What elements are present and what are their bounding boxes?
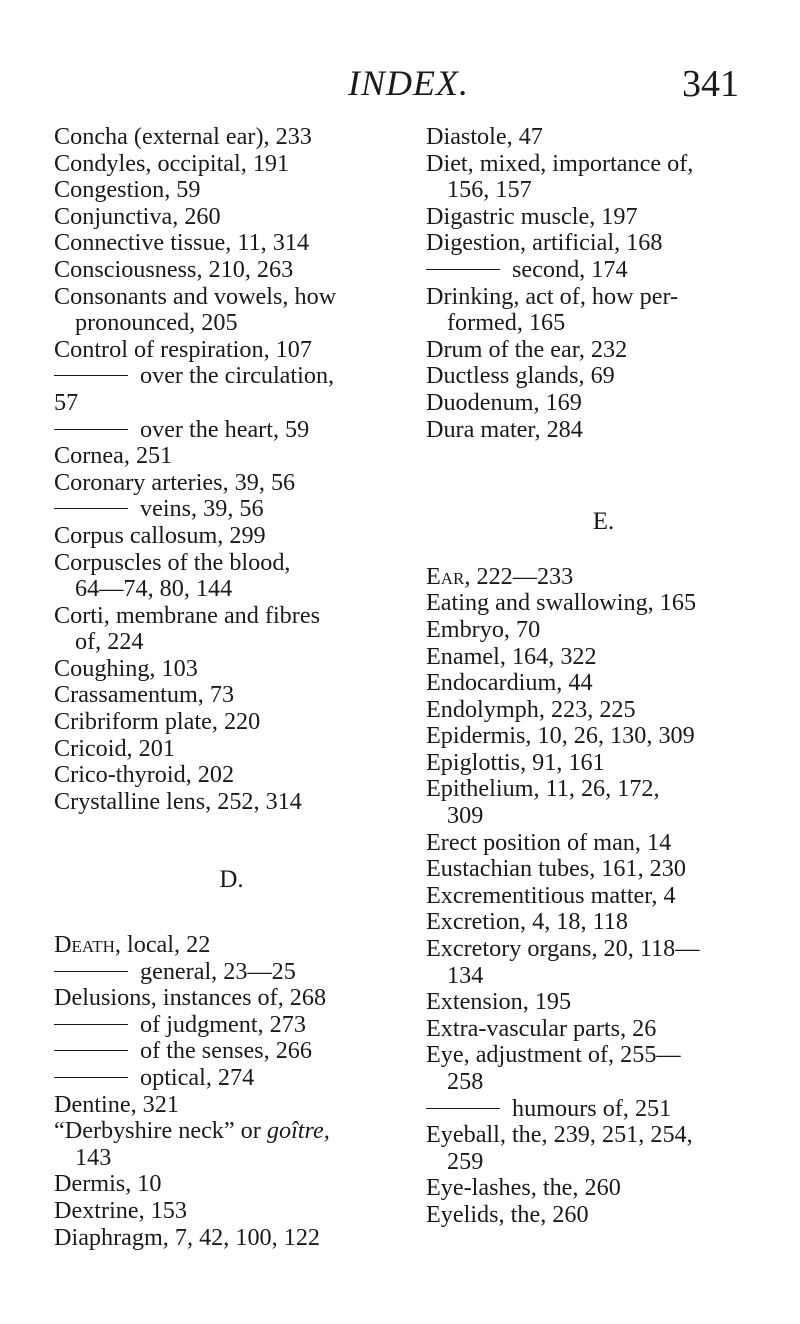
index-entry: Eye-lashes, the, 260 <box>426 1174 621 1202</box>
index-entry: Dermis, 10 <box>54 1170 162 1198</box>
index-entry: Erect position of man, 14 <box>426 828 672 856</box>
entry-text: second, 174 <box>512 255 628 283</box>
left-column <box>54 124 409 1251</box>
index-subentry <box>54 496 409 523</box>
entry-text: Excretory organs, 20, 118— <box>426 935 700 963</box>
entry-text: optical, 274 <box>140 1064 255 1091</box>
index-entry: Cornea, 251 <box>54 442 173 470</box>
entry-text: veins, 39, 56 <box>140 495 264 523</box>
index-subentry <box>54 959 409 986</box>
section-spacer <box>54 815 409 867</box>
entry-continuation: 309 <box>447 802 484 830</box>
ditto-dash <box>54 375 128 376</box>
index-entry <box>426 776 781 829</box>
index-subentry <box>54 363 409 390</box>
entry-continuation: formed, 165 <box>447 309 566 337</box>
index-entry <box>426 936 781 989</box>
index-entry: Dextrine, 153 <box>54 1196 187 1224</box>
index-entry: Dura mater, 284 <box>426 415 583 443</box>
index-entry <box>426 564 781 591</box>
index-entry <box>54 932 409 959</box>
index-entry: Corpus callosum, 299 <box>54 521 266 549</box>
entry-headword: Death <box>54 931 115 959</box>
entry-continuation: 143 <box>75 1143 112 1171</box>
index-entry <box>426 284 781 337</box>
entry-continuation: of, 224 <box>75 628 144 656</box>
index-entry: Extra-vascular parts, 26 <box>426 1014 657 1042</box>
entry-continuation: 64—74, 80, 144 <box>75 575 233 603</box>
index-entry: Concha (external ear), 233 <box>54 123 312 150</box>
ditto-dash <box>54 1050 128 1051</box>
index-entry: Duodenum, 169 <box>426 388 582 416</box>
index-entry: Consciousness, 210, 263 <box>54 255 294 283</box>
index-entry: Eustachian tubes, 161, 230 <box>426 855 686 883</box>
index-entry: Enamel, 164, 322 <box>426 642 597 670</box>
entry-text: Drinking, act of, how per- <box>426 282 679 310</box>
ditto-dash <box>426 269 500 270</box>
index-entry: Congestion, 59 <box>54 176 201 204</box>
index-entry: Crico-thyroid, 202 <box>54 761 235 789</box>
index-entry: Digastric muscle, 197 <box>426 202 638 230</box>
ditto-dash <box>54 508 128 509</box>
index-subentry <box>54 417 409 444</box>
index-entry: Embryo, 70 <box>426 615 541 643</box>
entry-text: , 222—233 <box>464 562 574 590</box>
section-spacer <box>426 443 781 509</box>
index-subentry <box>426 1096 781 1123</box>
entry-text: Eyeball, the, 239, 251, 254, <box>426 1121 693 1149</box>
entry-continuation: 259 <box>447 1147 484 1175</box>
index-entry: Excretion, 4, 18, 118 <box>426 908 628 936</box>
index-entry <box>426 151 781 204</box>
index-entry <box>426 1122 781 1175</box>
index-entry: Crassamentum, 73 <box>54 681 235 709</box>
ditto-dash <box>54 429 128 430</box>
entry-text: Consonants and vowels, how <box>54 282 337 310</box>
ditto-dash <box>426 1108 500 1109</box>
index-entry: Extension, 195 <box>426 988 572 1016</box>
index-entry <box>54 284 409 337</box>
entry-continuation: 258 <box>447 1068 484 1095</box>
section-spacer <box>54 894 409 932</box>
index-subentry <box>426 257 781 284</box>
entry-text <box>54 1117 330 1144</box>
entry-text: Diet, mixed, importance of, <box>426 149 694 177</box>
index-entry: Conjunctiva, 260 <box>54 202 221 230</box>
index-subentry <box>54 1065 409 1092</box>
index-subentry <box>54 1038 409 1065</box>
index-entry: Dentine, 321 <box>54 1090 179 1118</box>
entry-headword: Ear <box>426 562 465 590</box>
index-entry: Eyelids, the, 260 <box>426 1200 589 1228</box>
index-entry: Endolymph, 223, 225 <box>426 695 636 723</box>
entry-text-italic: goître, <box>266 1117 330 1145</box>
index-entry: Epidermis, 10, 26, 130, 309 <box>426 722 695 750</box>
index-entry <box>54 1118 409 1171</box>
index-entry: Endocardium, 44 <box>426 669 593 697</box>
index-entry: Coughing, 103 <box>54 654 198 682</box>
index-entry: Diaphragm, 7, 42, 100, 122 <box>54 1223 321 1251</box>
index-entry: Control of respiration, 107 <box>54 335 312 363</box>
index-entry: Epiglottis, 91, 161 <box>426 748 605 776</box>
index-entry: Condyles, occipital, 191 <box>54 149 290 177</box>
index-subentry <box>54 1012 409 1039</box>
ditto-dash <box>54 1024 128 1025</box>
entry-text-roman: “Derbyshire neck” or <box>54 1117 267 1145</box>
entry-text: of the senses, 266 <box>140 1037 312 1065</box>
entry-text: Eye, adjustment of, 255— <box>426 1041 681 1069</box>
ditto-dash <box>54 1077 128 1078</box>
index-entry <box>54 603 409 656</box>
index-entry: Cricoid, 201 <box>54 734 175 762</box>
entry-text: Corti, membrane and fibres <box>54 601 320 629</box>
section-heading-e: E. <box>592 508 615 536</box>
index-entry: Cribriform plate, 220 <box>54 708 261 736</box>
right-column <box>426 124 781 1229</box>
index-entry <box>426 1042 781 1095</box>
index-entry: Diastole, 47 <box>426 123 543 150</box>
index-entry: Digestion, artificial, 168 <box>426 229 663 257</box>
entry-text: Epithelium, 11, 26, 172, <box>426 775 660 803</box>
entry-text: of judgment, 273 <box>140 1010 306 1038</box>
index-entry: Excrementitious matter, 4 <box>426 881 676 909</box>
index-entry: Eating and swallowing, 165 <box>426 589 697 617</box>
page-header <box>0 62 800 112</box>
entry-continuation: pronounced, 205 <box>75 309 238 337</box>
index-entry: Delusions, instances of, 268 <box>54 984 327 1012</box>
entry-continuation: 156, 157 <box>447 176 532 204</box>
ditto-dash <box>54 971 128 972</box>
index-entry: Ductless glands, 69 <box>426 362 615 390</box>
entry-text: general, 23—25 <box>140 957 296 985</box>
section-spacer <box>426 536 781 564</box>
entry-text: , local, 22 <box>114 931 211 959</box>
entry-text: over the heart, 59 <box>140 415 310 443</box>
index-entry: Crystalline lens, 252, 314 <box>54 787 302 815</box>
index-entry: Coronary arteries, 39, 56 <box>54 468 296 496</box>
index-entry <box>54 550 409 603</box>
section-heading-d: D. <box>219 866 244 894</box>
running-title: INDEX. <box>348 63 469 103</box>
entry-text: Corpuscles of the blood, <box>54 548 291 576</box>
entry-continuation: 57 <box>54 388 79 416</box>
index-entry: Drum of the ear, 232 <box>426 335 628 363</box>
entry-text: over the circulation, <box>140 362 335 390</box>
page-number: 341 <box>682 63 739 105</box>
entry-continuation: 134 <box>447 961 484 989</box>
index-entry: Connective tissue, 11, 314 <box>54 229 310 257</box>
entry-text: humours of, 251 <box>512 1094 672 1122</box>
